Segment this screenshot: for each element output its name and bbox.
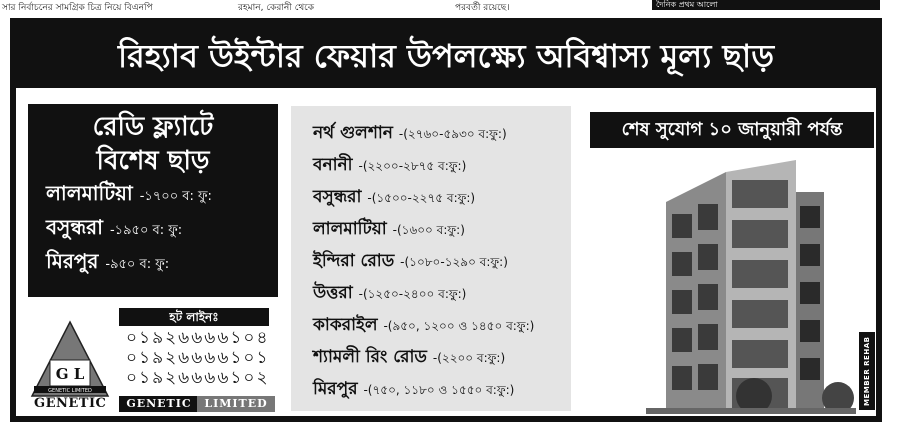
ad-headline: রিহ্যাব উইন্টার ফেয়ার উপলক্ষ্যে অবিশ্বাস্য মূল্য ছাড়: [16, 24, 876, 88]
ready-flat-subtitle: বিশেষ ছাড়: [96, 146, 210, 176]
location-range: -(২২০০ ব:ফু:): [432, 351, 506, 365]
promo-deadline-banner: শেষ সুযোগ ১০ জানুয়ারী পর্যন্ত: [590, 112, 874, 148]
location-name: শ্যামলী রিং রোড: [313, 347, 427, 367]
location-item: [313, 182, 571, 214]
top-strip-text: পরবর্তী রয়েছে।: [455, 3, 510, 13]
location-name: উত্তরা: [313, 283, 353, 303]
location-item: [313, 246, 571, 278]
location-item: [313, 278, 571, 310]
location-range: -(১২৫০-২৪০০ ব:ফু:): [358, 287, 467, 301]
location-item: [313, 150, 571, 182]
location-name: বসুন্ধরা: [313, 187, 362, 207]
top-strip-text: সার নির্বাচনের সামগ্রিক চিত্র নিয়ে বিএনপি: [2, 3, 153, 13]
ready-flat-name: বসুন্ধরা: [46, 215, 103, 239]
location-name: মিরপুর: [313, 379, 358, 399]
location-name: বনানী: [313, 155, 353, 175]
location-range: -(১৫০০-২২৭৫ ব:ফু:): [367, 191, 476, 205]
hotline-label: হট লাইনঃ: [119, 308, 269, 326]
location-item: [313, 118, 571, 150]
location-item: [313, 310, 571, 342]
logo-caption: GENETIC LIMITED: [48, 388, 92, 394]
location-list: [291, 106, 571, 411]
member-rehab-badge: MEMBER REHAB: [859, 332, 875, 410]
top-strip-banner: দৈনিক প্রথম আলো: [652, 0, 880, 10]
hotline-numbers: [126, 328, 276, 388]
ready-flat-name: মিরপুর: [46, 249, 99, 273]
logo-name: GENETIC: [34, 396, 107, 411]
location-range: -(১৬০০ ব:ফু:): [392, 223, 465, 237]
location-name: নর্থ গুলশান: [313, 123, 393, 143]
location-name: লালমাটিয়া: [313, 219, 387, 239]
location-name: ইন্দিরা রোড: [313, 251, 395, 271]
ready-flat-item: [28, 246, 278, 280]
brand-bar: [119, 396, 271, 412]
location-range: -(২৭৬০-৫৯৩০ ব:ফু:): [398, 127, 507, 141]
advertisement: [10, 18, 882, 422]
location-range: -(২২০০-২৮৭৫ ব:ফু:): [358, 159, 467, 173]
hotline-number: ০১৯২৬৬৬৬১০৪: [126, 328, 270, 348]
location-item: [313, 214, 571, 246]
ready-flat-item: [28, 178, 278, 212]
hotline-number: ০১৯২৬৬৬৬১০২: [126, 368, 270, 388]
location-range: -(১০৮০-১২৯০ ব:ফু:): [400, 255, 508, 269]
brand-bar-left: GENETIC: [119, 396, 199, 412]
ready-flat-price: -১৭০০ ব: ফু:: [139, 189, 212, 204]
hotline-number: ০১৯২৬৬৬৬১০১: [126, 348, 270, 368]
location-name: কাকরাইল: [313, 315, 378, 335]
ready-flat-box: [28, 104, 278, 297]
ready-flat-price: -৯৫০ ব: ফু:: [105, 257, 170, 272]
ready-flat-item: [28, 212, 278, 246]
ready-flat-title: রেডি ফ্ল্যাটে: [92, 112, 214, 142]
location-range: -(৯৫০, ১২০০ ও ১৪৫০ ব:ফু:): [383, 319, 535, 333]
location-range: -(৭৫০, ১১৮০ ও ১৫৫০ ব:ফু:): [363, 383, 515, 397]
building-illustration: [646, 160, 856, 414]
ready-flat-price: -১৯৫০ ব: ফু:: [109, 223, 183, 238]
logo-letters: G L: [55, 365, 85, 383]
location-item: [313, 342, 571, 374]
ready-flat-name: লালমাটিয়া: [46, 181, 133, 205]
newspaper-top-strip: [0, 0, 909, 14]
location-item: [313, 374, 571, 406]
top-strip-text: রহমান, কেরানী থেকে: [238, 3, 315, 13]
building-image: [646, 152, 856, 414]
brand-bar-right: LIMITED: [197, 396, 275, 412]
